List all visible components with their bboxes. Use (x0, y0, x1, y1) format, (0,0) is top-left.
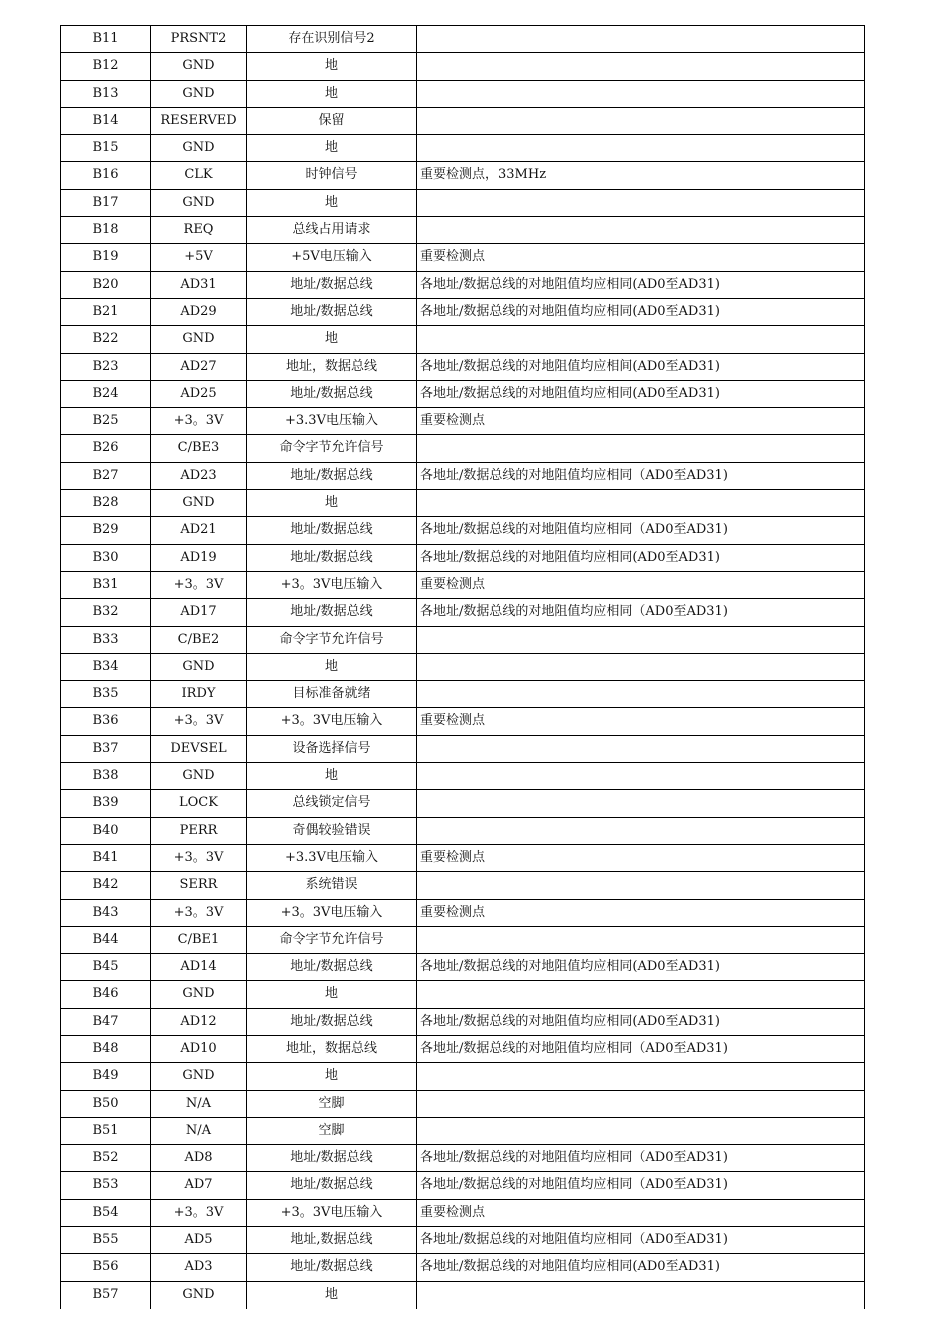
table-row (61, 599, 865, 626)
note-cell (417, 981, 865, 1008)
description-cell: 地址/数据总线 (247, 272, 417, 299)
pin-cell: B50 (61, 1091, 151, 1118)
pin-cell: B34 (61, 654, 151, 681)
table-row (61, 217, 865, 244)
pin-cell: B13 (61, 81, 151, 108)
table-row (61, 1036, 865, 1063)
signal-cell: CLK (151, 162, 247, 189)
table-row (61, 845, 865, 872)
description-cell: 命令字节允许信号 (247, 627, 417, 654)
note-cell (417, 435, 865, 462)
note-cell: 重要检测点 (417, 708, 865, 735)
note-cell (417, 108, 865, 135)
pin-cell: B41 (61, 845, 151, 872)
description-cell: 地址/数据总线 (247, 299, 417, 326)
pin-cell: B20 (61, 272, 151, 299)
description-cell: +3.3V电压输入 (247, 408, 417, 435)
note-cell: 各地址/数据总线的对地阻值均应相同（AD0至AD31) (417, 1145, 865, 1172)
signal-cell: +3。3V (151, 900, 247, 927)
table-row (61, 818, 865, 845)
signal-cell: AD29 (151, 299, 247, 326)
table-row (61, 927, 865, 954)
pin-cell: B40 (61, 818, 151, 845)
signal-cell: AD7 (151, 1172, 247, 1199)
signal-cell: AD21 (151, 517, 247, 544)
description-cell: 地址/数据总线 (247, 1145, 417, 1172)
description-cell: 地址/数据总线 (247, 463, 417, 490)
signal-cell: AD12 (151, 1009, 247, 1036)
table-row (61, 354, 865, 381)
pin-cell: B39 (61, 790, 151, 817)
description-cell: 地 (247, 1282, 417, 1309)
pin-cell: B22 (61, 326, 151, 353)
description-cell: 地 (247, 763, 417, 790)
note-cell: 各地址/数据总线的对地阻值均应相同(AD0至AD31) (417, 1009, 865, 1036)
pin-cell: B46 (61, 981, 151, 1008)
pin-cell: B19 (61, 244, 151, 271)
pin-cell: B52 (61, 1145, 151, 1172)
table-row (61, 81, 865, 108)
pin-cell: B43 (61, 900, 151, 927)
table-row (61, 162, 865, 189)
description-cell: 目标准备就绪 (247, 681, 417, 708)
description-cell: 地 (247, 190, 417, 217)
note-cell (417, 1282, 865, 1309)
signal-cell: GND (151, 981, 247, 1008)
pin-cell: B25 (61, 408, 151, 435)
description-cell: 系统错误 (247, 872, 417, 899)
signal-cell: AD23 (151, 463, 247, 490)
note-cell (417, 627, 865, 654)
table-row (61, 627, 865, 654)
note-cell (417, 927, 865, 954)
note-cell (417, 790, 865, 817)
pin-cell: B26 (61, 435, 151, 462)
table-row (61, 244, 865, 271)
note-cell: 各地址/数据总线的对地阻值均应相同(AD0至AD31) (417, 299, 865, 326)
table-row (61, 1091, 865, 1118)
signal-cell: RESERVED (151, 108, 247, 135)
pin-cell: B55 (61, 1227, 151, 1254)
note-cell: 各地址/数据总线的对地阻值均应相同（AD0至AD31) (417, 599, 865, 626)
table-row (61, 435, 865, 462)
description-cell: 地址/数据总线 (247, 381, 417, 408)
pin-cell: B47 (61, 1009, 151, 1036)
signal-cell: +3。3V (151, 845, 247, 872)
note-cell (417, 818, 865, 845)
pin-cell: B30 (61, 545, 151, 572)
description-cell: 地址/数据总线 (247, 1254, 417, 1281)
signal-cell: AD8 (151, 1145, 247, 1172)
note-cell: 重要检测点 (417, 1200, 865, 1227)
pin-cell: B37 (61, 736, 151, 763)
description-cell: 地 (247, 490, 417, 517)
description-cell: 奇偶较验错误 (247, 818, 417, 845)
table-row (61, 681, 865, 708)
note-cell: 重要检测点 (417, 244, 865, 271)
description-cell: 地址/数据总线 (247, 599, 417, 626)
signal-cell: GND (151, 1063, 247, 1090)
pin-cell: B18 (61, 217, 151, 244)
pin-cell: B53 (61, 1172, 151, 1199)
pin-cell: B17 (61, 190, 151, 217)
note-cell: 各地址/数据总线的对地阻值均应相同（AD0至AD31) (417, 1036, 865, 1063)
note-cell: 各地址/数据总线的对地阻值均应相同（AD0至AD31) (417, 463, 865, 490)
table-row (61, 954, 865, 981)
signal-cell: AD31 (151, 272, 247, 299)
signal-cell: +3。3V (151, 708, 247, 735)
note-cell: 各地址/数据总线的对地阻值均应相同(AD0至AD31) (417, 272, 865, 299)
note-cell: 各地址/数据总线的对地阻值均应相同(AD0至AD31) (417, 381, 865, 408)
table-row (61, 900, 865, 927)
signal-cell: +3。3V (151, 572, 247, 599)
pin-cell: B48 (61, 1036, 151, 1063)
table-row (61, 408, 865, 435)
pin-cell: B31 (61, 572, 151, 599)
note-cell: 重要检测点 (417, 408, 865, 435)
table-row (61, 1282, 865, 1309)
table-row (61, 1254, 865, 1281)
description-cell: +3。3V电压输入 (247, 900, 417, 927)
signal-cell: GND (151, 53, 247, 80)
signal-cell: C/BE3 (151, 435, 247, 462)
description-cell: 存在识别信号2 (247, 26, 417, 53)
signal-cell: GND (151, 81, 247, 108)
table-row (61, 1172, 865, 1199)
table-row (61, 1200, 865, 1227)
description-cell: 地址，数据总线 (247, 354, 417, 381)
signal-cell: IRDY (151, 681, 247, 708)
signal-cell: +3。3V (151, 1200, 247, 1227)
signal-cell: N/A (151, 1091, 247, 1118)
description-cell: 地 (247, 654, 417, 681)
description-cell: +3。3V电压输入 (247, 708, 417, 735)
pin-table (60, 25, 865, 1309)
table-row (61, 736, 865, 763)
description-cell: 地 (247, 981, 417, 1008)
note-cell (417, 217, 865, 244)
signal-cell: +5V (151, 244, 247, 271)
description-cell: 地 (247, 135, 417, 162)
signal-cell: DEVSEL (151, 736, 247, 763)
description-cell: 命令字节允许信号 (247, 435, 417, 462)
note-cell (417, 1118, 865, 1145)
pin-cell: B11 (61, 26, 151, 53)
note-cell (417, 1091, 865, 1118)
table-row (61, 272, 865, 299)
table-row (61, 463, 865, 490)
note-cell: 各地址/数据总线的对地阻值均应相同(AD0至AD31) (417, 1254, 865, 1281)
pin-cell: B56 (61, 1254, 151, 1281)
signal-cell: GND (151, 763, 247, 790)
table-row (61, 190, 865, 217)
pin-cell: B16 (61, 162, 151, 189)
table-row (61, 790, 865, 817)
description-cell: 总线占用请求 (247, 217, 417, 244)
note-cell (417, 654, 865, 681)
note-cell: 各地址/数据总线的对地阻值均应相同（AD0至AD31) (417, 1172, 865, 1199)
signal-cell: AD27 (151, 354, 247, 381)
description-cell: +3.3V电压输入 (247, 845, 417, 872)
description-cell: 时钟信号 (247, 162, 417, 189)
note-cell (417, 763, 865, 790)
pin-cell: B45 (61, 954, 151, 981)
description-cell: 设备选择信号 (247, 736, 417, 763)
description-cell: 地址，数据总线 (247, 1036, 417, 1063)
table-row (61, 381, 865, 408)
description-cell: 地 (247, 1063, 417, 1090)
table-row (61, 326, 865, 353)
pin-cell: B54 (61, 1200, 151, 1227)
signal-cell: AD10 (151, 1036, 247, 1063)
description-cell: 地址/数据总线 (247, 954, 417, 981)
signal-cell: GND (151, 1282, 247, 1309)
description-cell: 地 (247, 81, 417, 108)
note-cell (417, 872, 865, 899)
signal-cell: GND (151, 654, 247, 681)
signal-cell: AD14 (151, 954, 247, 981)
table-row (61, 1118, 865, 1145)
pin-cell: B44 (61, 927, 151, 954)
note-cell (417, 490, 865, 517)
table-row (61, 981, 865, 1008)
pin-cell: B49 (61, 1063, 151, 1090)
pin-cell: B36 (61, 708, 151, 735)
description-cell: 地址/数据总线 (247, 545, 417, 572)
pin-cell: B42 (61, 872, 151, 899)
description-cell: 空脚 (247, 1091, 417, 1118)
table-row (61, 26, 865, 53)
pin-cell: B28 (61, 490, 151, 517)
description-cell: +3。3V电压输入 (247, 572, 417, 599)
signal-cell: +3。3V (151, 408, 247, 435)
table-row (61, 572, 865, 599)
description-cell: +5V电压输入 (247, 244, 417, 271)
signal-cell: AD25 (151, 381, 247, 408)
signal-cell: AD17 (151, 599, 247, 626)
table-row (61, 108, 865, 135)
table-row (61, 763, 865, 790)
note-cell (417, 26, 865, 53)
note-cell: 各地址/数据总线的对地阻值均应相同（AD0至AD31) (417, 517, 865, 544)
note-cell: 重要检测点，33MHz (417, 162, 865, 189)
table-row (61, 545, 865, 572)
note-cell: 重要检测点 (417, 572, 865, 599)
signal-cell: C/BE2 (151, 627, 247, 654)
pin-cell: B51 (61, 1118, 151, 1145)
table-row (61, 490, 865, 517)
table-row (61, 53, 865, 80)
description-cell: 地址/数据总线 (247, 1172, 417, 1199)
description-cell: 总线锁定信号 (247, 790, 417, 817)
table-row (61, 654, 865, 681)
pin-cell: B32 (61, 599, 151, 626)
pin-cell: B15 (61, 135, 151, 162)
signal-cell: REQ (151, 217, 247, 244)
signal-cell: GND (151, 135, 247, 162)
description-cell: 地址,数据总线 (247, 1227, 417, 1254)
pin-cell: B35 (61, 681, 151, 708)
signal-cell: SERR (151, 872, 247, 899)
pin-cell: B38 (61, 763, 151, 790)
table-row (61, 1063, 865, 1090)
note-cell: 重要检测点 (417, 845, 865, 872)
signal-cell: LOCK (151, 790, 247, 817)
pin-cell: B27 (61, 463, 151, 490)
note-cell (417, 53, 865, 80)
signal-cell: C/BE1 (151, 927, 247, 954)
pin-cell: B21 (61, 299, 151, 326)
description-cell: 地 (247, 326, 417, 353)
note-cell (417, 1063, 865, 1090)
signal-cell: GND (151, 326, 247, 353)
pin-cell: B33 (61, 627, 151, 654)
note-cell (417, 326, 865, 353)
pin-cell: B12 (61, 53, 151, 80)
table-row (61, 708, 865, 735)
table-row (61, 517, 865, 544)
note-cell (417, 681, 865, 708)
note-cell: 重要检测点 (417, 900, 865, 927)
description-cell: 地址/数据总线 (247, 1009, 417, 1036)
pin-cell: B29 (61, 517, 151, 544)
note-cell (417, 135, 865, 162)
description-cell: 命令字节允许信号 (247, 927, 417, 954)
note-cell: 各地址/数据总线的对地阻值均应相同(AD0至AD31) (417, 545, 865, 572)
pin-cell: B24 (61, 381, 151, 408)
note-cell: 各地址/数据总线的对地阻值均应相间(AD0至AD31) (417, 354, 865, 381)
table-row (61, 299, 865, 326)
description-cell: 保留 (247, 108, 417, 135)
pin-cell: B57 (61, 1282, 151, 1309)
signal-cell: AD3 (151, 1254, 247, 1281)
description-cell: +3。3V电压输入 (247, 1200, 417, 1227)
table-row (61, 135, 865, 162)
table-row (61, 1009, 865, 1036)
signal-cell: PRSNT2 (151, 26, 247, 53)
signal-cell: AD19 (151, 545, 247, 572)
description-cell: 地址/数据总线 (247, 517, 417, 544)
table-row (61, 872, 865, 899)
note-cell: 各地址/数据总线的对地阻值均应相同（AD0至AD31) (417, 1227, 865, 1254)
signal-cell: N/A (151, 1118, 247, 1145)
description-cell: 空脚 (247, 1118, 417, 1145)
signal-cell: AD5 (151, 1227, 247, 1254)
note-cell (417, 190, 865, 217)
pin-cell: B14 (61, 108, 151, 135)
note-cell (417, 736, 865, 763)
pin-cell: B23 (61, 354, 151, 381)
table-row (61, 1227, 865, 1254)
signal-cell: GND (151, 190, 247, 217)
note-cell: 各地址/数据总线的对地阻值均应相同(AD0至AD31) (417, 954, 865, 981)
description-cell: 地 (247, 53, 417, 80)
note-cell (417, 81, 865, 108)
table-row (61, 1145, 865, 1172)
signal-cell: PERR (151, 818, 247, 845)
signal-cell: GND (151, 490, 247, 517)
